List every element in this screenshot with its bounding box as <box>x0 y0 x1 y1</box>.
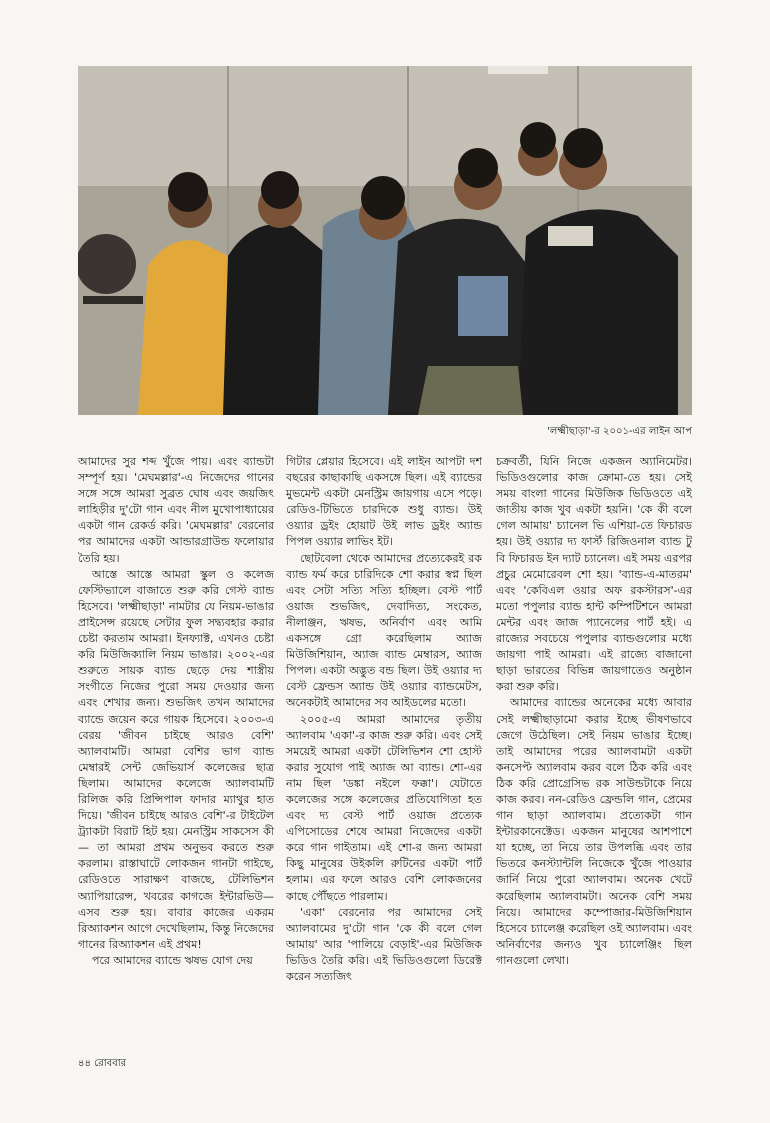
paragraph: চক্রবর্তী, যিনি নিজে একজন অ্যানিমেটর। ভিডিওগুলোর কাজ ক্রোমা-তে হয়। সেই সময় বাংলা গানের মিউজিক ভিডিওতে এই জাতীয় কাজ খুব একটা হয়নি। 'কে কী বলে গেল আমায়' চ্যানেল ভি এশিয়া-তে ফিচারড হয়। উই ওয়্যার দ্য ফার্স্ট রিজিওনাল ব্যান্ড টু বি ফিচারড ইন দ্যাট চ্যানেল। এই সময় এরপর প্রচুর মেমোরেবল শো হয়। 'ব্যান্ড-এ-মাতরম' এবং 'কেবিএল ওয়ার অফ রকস্টারস'-এর মতো পপুলার ব্যান্ড হান্ট কম্পিটিশনে আমরা মেন্টর এবং জাজ প্যানেলের পার্ট হই। এ রাজ্যের সবচেয়ে পপুলার ব্যান্ডগুলোর মধ্যে জায়গা পাই আমরা। এই রাজ্যে বাজানো ছাড়া ভারতের বিভিন্ন জায়গাতেও অনুষ্ঠান করা শুরু করি। <box>496 455 692 694</box>
paragraph: আমাদের সুর শব্দ খুঁজে পায়। এবং ব্যান্ডটা সম্পূর্ণ হয়। 'মেঘমল্লার'-এ নিজেদের গানের সঙ্গে সঙ্গে আমরা সুব্রত ঘোষ এবং জয়জিৎ লাহিড়ীর দু'টো গান এবং নীল মুখোপাধ্যায়ের একটা গান রেকর্ড করি। 'মেঘমল্লার' বেরনোর পর আমাদের একটা আন্ডারগ্রাউন্ড ফলোয়ার তৈরি হয়। <box>78 455 274 565</box>
paragraph: 'একা' বেরনোর পর আমাদের সেই অ্যালবামের দু'টো গান 'কে কী বলে গেল আমায়' আর 'পালিয়ে বেড়াই'-এর মিউজিক ভিডিও তৈরি করি। এই ভিডিওগুলো ডিরেক্ট করেন সত্যজিৎ <box>286 905 482 983</box>
paragraph: পরে আমাদের ব্যান্ডে ঋষভ যোগ দেয় <box>92 953 253 967</box>
band-photo-illustration <box>78 66 692 415</box>
paragraph: আমাদের ব্যান্ডের অনেকের মধ্যে আবার সেই লক্ষ্মীছাড়ামো করার ইচ্ছে ভীষণভাবে জেগে উঠেছিল। সেই নিয়ম ভাঙার ইচ্ছে। তাই আমাদের পরের অ্যালবামটা একটা কনসেপ্ট অ্যালবাম করব বলে ঠিক করি এবং ঠিক করি প্রোগ্রেসিভ রক সাউন্ডটাকে নিয়ে কাজ করব। নন-রেডিও ফ্রেন্ডলি গান, প্রেমের গান ছাড়া অ্যালবাম। প্রত্যেকটা গান ইন্টারকানেক্টেড। একজন মানুষের আশপাশে যা হচ্ছে, তা নিয়ে তার উপলব্ধি এবং তার ভিতরে কনস্ট্যান্টলি নিজেকে খুঁজে পাওয়ার জার্নি নিয়ে পুরো অ্যালবাম। অনেক খেটে করেছিলাম অ্যালবামটা। অনেক বেশি সময় নিয়ে। আমাদের কম্পোজার-মিউজিশিয়ান হিসেবে চ্যালেঞ্জ করেছিল ওই অ্যালবাম। এবং অনির্বাণের জন্যও খুব চ্যালেঞ্জিং ছিল গানগুলো লেখা। <box>496 696 692 967</box>
band-photo <box>78 66 692 415</box>
page-number: ৪৪ <box>78 1058 91 1069</box>
photo-caption: 'লক্ষ্মীছাড়া'-র ২০০১-এর লাইন আপ <box>547 426 692 437</box>
publication-name: রোববার <box>94 1058 127 1069</box>
paragraph: ২০০৫-এ আমরা আমাদের তৃতীয় অ্যালবাম 'একা'-র কাজ শুরু করি। এবং সেই সময়েই আমরা একটা টেলিভিশন শো হোস্ট করার সুযোগ পাই অ্যাজ আ ব্যান্ড। শো-এর নাম ছিল 'ডঙ্কা নইলে ফক্কা'। যেটাতে কলেজের সঙ্গে কলেজের প্রতিযোগিতা হত এবং দ্য বেস্ট পার্ট ওয়াজ প্রত্যেক এপিসোডের শেষে আমরা নিজেদের একটা করে গান গাইতাম। এই শো-র জন্য আমরা কিছু মানুষের উইকলি রুটিনের একটা পার্ট হলাম। এর ফলে আরও বেশি লোকজনের কাছে পৌঁছতে পারলাম। <box>286 712 482 903</box>
article-column-2 <box>286 454 482 985</box>
article-column-1 <box>78 454 274 969</box>
article-column-3 <box>496 454 692 969</box>
paragraph: আস্তে আস্তে আমরা স্কুল ও কলেজ ফেস্টিভ্যালে বাজাতে শুরু করি গেস্ট ব্যান্ড হিসেবে। 'লক্ষ্মীছাড়া' নামটার যে নিয়ম-ভাঙার প্রাইসেন্স রয়েছে সেটার ফুল সদ্ব্যবহার করার চেষ্টা করতাম আমরা। ইনফ্যাক্ট, এখনও চেষ্টা করি মিউজিক্যালি নিয়ম ভাঙার। ২০০২-এর শুরুতে সায়ক ব্যান্ড ছেড়ে দেয় শাস্ত্রীয় সংগীতে নিজের পুরো সময় দেওয়ার জন্য এবং শেখার জন্য। শুভজিৎ তখন আমাদের ব্যান্ডে জয়েন করে গায়ক হিসেবে। ২০০৩-এ বেরয় 'জীবন চাইছে আরও বেশি' অ্যালবামটি। আমরা বেশির ভাগ ব্যান্ড মেম্বারই সেন্ট জেভিয়ার্স কলেজের ছাত্র ছিলাম। আমাদের কলেজে অ্যালবামটি রিলিজ করি প্রিন্সিপাল ফাদার ম্যাথুর হাত দিয়ে। 'জীবন চাইছে আরও বেশি'-র টাইটেল ট্র্যাকটা বিরাট হিট হয়। মেনস্ট্রিম সাকসেস কী— তা আমরা প্রথম অনুভব করতে শুরু করলাম। রাস্তাঘাটে লোকজন গানটা গাইছে, রেডিওতে সারাক্ষণ বাজছে, টেলিভিশন অ্যাপিয়ারেন্স, খবরের কাগজে ইন্টারভিউ— এসব শুরু হয়। বাবার কাজের একরম রিঅ্যাকশন আগে দেখেছিলাম, কিন্তু নিজেদের গানের রিঅ্যাকশন এই প্রথম! <box>78 567 274 951</box>
paragraph: ছোটবেলা থেকে আমাদের প্রত্যেকেরই রক ব্যান্ড ফর্ম করে চারিদিকে শো করার স্বপ্ন ছিল এবং সেটা সত্যি সত্যি হচ্ছিল। বেস্ট পার্ট ওয়াজ শুভজিৎ, দেবাদিত্য, সংকেত, নীলাঞ্জন, ঋষভ, অনির্বাণ এবং আমি একসঙ্গে গ্রো করেছিলাম অ্যাজ মিউজিশিয়ান, অ্যাজ ব্যান্ড মেম্বারস, অ্যাজ পিপল। একটা অদ্ভুত বন্ড ছিল। উই ওয়্যার দ্য বেস্ট ফ্রেন্ডস অ্যান্ড উই ওয়্যার ব্যান্ডমেটস, অনেকটাই আমাদের সব আইডলের মতো। <box>286 551 482 710</box>
page-footer <box>78 1056 126 1073</box>
paragraph: গিটার প্লেয়ার হিসেবে। এই লাইন আপটা দশ বছরের কাছাকাছি একসঙ্গে ছিল। এই ব্যান্ডের মুভমেন্ট একটা মেনস্ট্রিম জায়গায় এসে পড়ে। রেডিও-টিভিতে চারদিকে শুধু ব্যান্ড। উই ওয়্যার ড্রইং হোয়াট উই লাভ ড্রইং অ্যান্ড পিপল ওয়্যার লাভিং ইট। <box>286 455 482 549</box>
